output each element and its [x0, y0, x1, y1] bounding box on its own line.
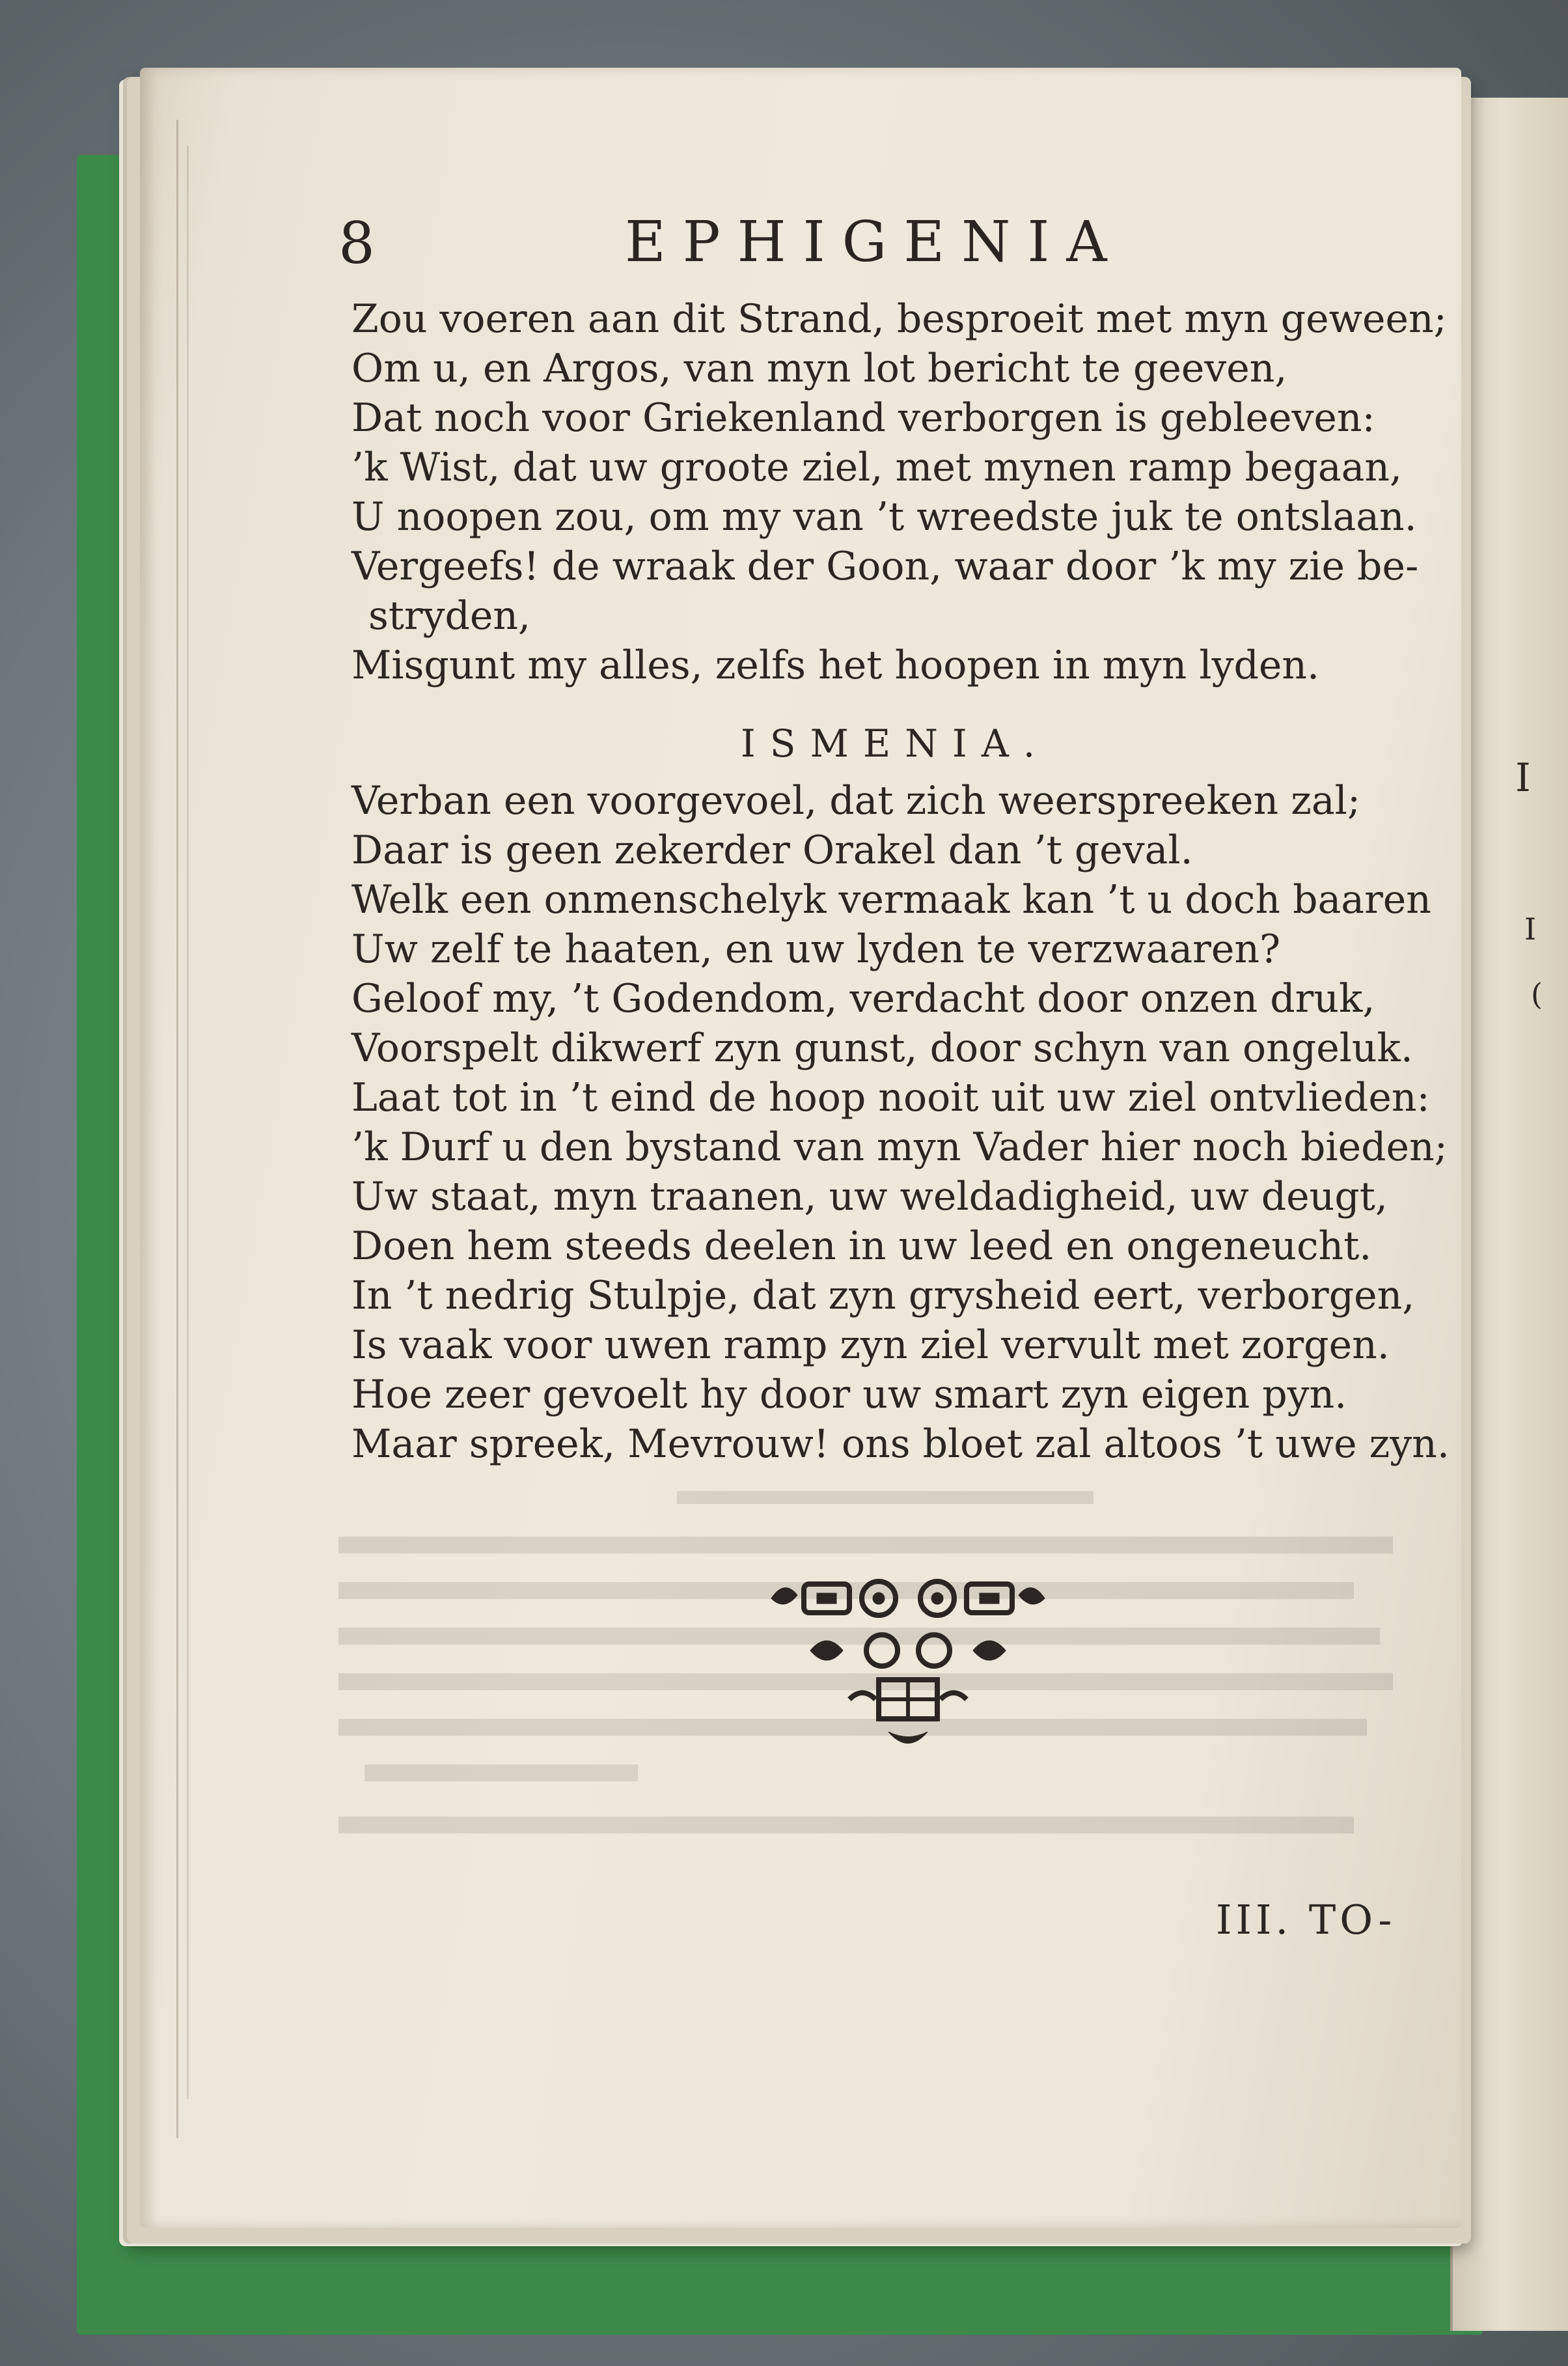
verse-line: Uw zelf te haaten, en uw lyden te verzwaaren?	[351, 926, 1281, 972]
speaker-heading: ISMENIA.	[740, 721, 1050, 766]
verse-line: Hoe zeer gevoelt hy door uw smart zyn eigen pyn.	[351, 1372, 1347, 1417]
facing-page-glyph: I	[1515, 755, 1531, 801]
verse-line: Misgunt my alles, zelfs het hoopen in myn lyden.	[351, 643, 1320, 688]
verse-line: Maar spreek, Mevrouw! ons bloet zal altoos ’t uwe zyn.	[351, 1421, 1450, 1467]
verse-line: Zou voeren aan dit Strand, besproeit met myn geween;	[351, 296, 1447, 342]
printer-ornament-icon	[765, 1559, 1051, 1755]
page-number: 8	[338, 210, 375, 277]
verse-line: U noopen zou, om my van ’t wreedste juk te ontslaan.	[351, 494, 1417, 540]
verse-line: Verban een voorgevoel, dat zich weerspreeken zal;	[351, 778, 1361, 824]
verse-line: In ’t nedrig Stulpje, dat zyn grysheid eert, verborgen,	[351, 1273, 1415, 1318]
verse-line: Dat noch voor Griekenland verborgen is gebleeven:	[351, 395, 1375, 441]
verse-line: Daar is geen zekerder Orakel dan ’t geval.	[351, 828, 1193, 873]
verse-block-bottom	[351, 776, 1450, 1469]
verse-line: Om u, en Argos, van myn lot bericht te geeven,	[351, 346, 1287, 391]
verse-line: Uw staat, myn traanen, uw weldadigheid, uw deugt,	[351, 1174, 1388, 1219]
facing-page-glyph: (	[1531, 977, 1543, 1012]
catchword: III. TO-	[1216, 1896, 1396, 1943]
running-title: EPHIGENIA	[625, 210, 1124, 275]
verse-line: Welk een onmenschelyk vermaak kan ’t u doch baaren	[351, 877, 1431, 923]
page-fold-line	[176, 120, 178, 2138]
verse-line: Laat tot in ’t eind de hoop nooit uit uw ziel ontvlieden:	[351, 1075, 1430, 1120]
verse-line: Is vaak voor uwen ramp zyn ziel vervult met zorgen.	[351, 1322, 1390, 1368]
verse-line: ’k Wist, dat uw groote ziel, met mynen ramp begaan,	[351, 445, 1403, 490]
verse-line: stryden,	[368, 593, 531, 639]
verse-block-top	[351, 294, 1447, 690]
verse-line: Geloof my, ’t Godendom, verdacht door onzen druk,	[351, 976, 1375, 1022]
facing-page-glyph: I	[1524, 912, 1537, 947]
verse-line: Voorspelt dikwerf zyn gunst, door schyn van ongeluk.	[351, 1025, 1413, 1071]
page-header	[338, 210, 1484, 281]
page-fold-line	[187, 146, 189, 2099]
verse-line: Vergeefs! de wraak der Goon, waar door ’k my zie be-	[351, 544, 1419, 589]
verse-line: ’k Durf u den bystand van myn Vader hier noch bieden;	[351, 1124, 1448, 1170]
verse-line: Doen hem steeds deelen in uw leed en ongeneucht.	[351, 1223, 1372, 1269]
